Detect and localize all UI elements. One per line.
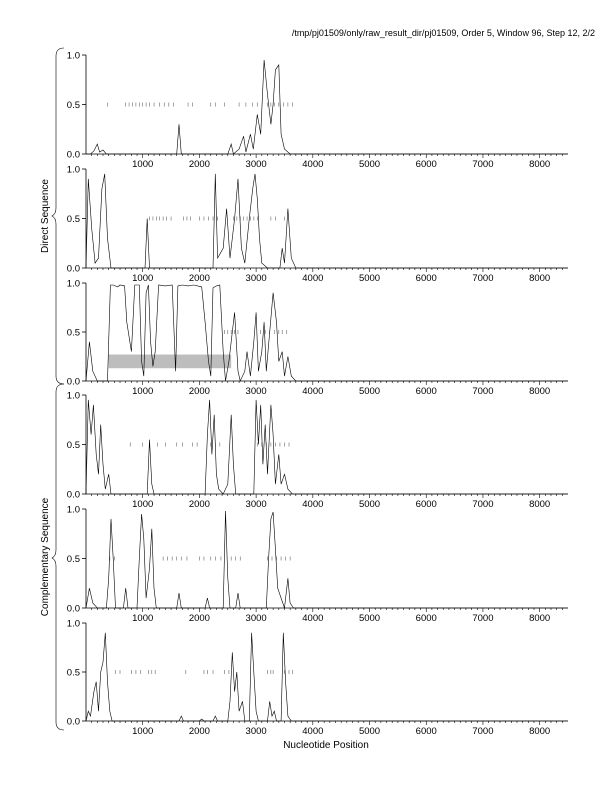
panel-3-x-tick-label-6: 7000 <box>472 386 494 397</box>
panel-3-y-tick-label-1: 0.5 <box>66 327 80 339</box>
panel-1-y-tick-label-2: 1.0 <box>66 50 80 62</box>
panel-3-y-tick-label-2: 1.0 <box>66 278 80 290</box>
panel-6-x-tick-label-0: 1000 <box>132 726 154 737</box>
panel-1-x-tick-label-0: 1000 <box>132 159 154 170</box>
group-brace-complementary <box>52 384 64 730</box>
figure-header: /tmp/pj01509/only/raw_result_dir/pj01509, Order 5, Window 96, Step 12, 2/2 <box>291 28 595 38</box>
panel-4-x-tick-label-5: 6000 <box>415 499 437 510</box>
panel-6-y-tick-label-1: 0.5 <box>66 667 80 679</box>
panel-5-y-tick-label-0: 0.0 <box>66 603 80 615</box>
panel-4-y-tick-label-2: 1.0 <box>66 390 80 402</box>
group-label-direct: Direct Sequence <box>40 179 51 253</box>
panel-5-x-tick-label-3: 4000 <box>302 613 324 624</box>
panel-3-band <box>109 355 231 369</box>
panel-1-x-tick-label-4: 5000 <box>358 159 381 170</box>
panel-4-x-tick-label-1: 2000 <box>188 499 210 510</box>
panel-1-x-tick-label-3: 4000 <box>302 159 324 170</box>
panel-1-y-tick-label-0: 0.0 <box>66 149 80 161</box>
panel-2-y-tick-label-1: 0.5 <box>66 214 80 225</box>
panel-4-x-tick-label-6: 7000 <box>472 499 494 510</box>
panel-6-y-tick-label-0: 0.0 <box>66 716 80 728</box>
panel-2-x-tick-label-5: 6000 <box>415 273 437 284</box>
panel-1-x-tick-label-7: 8000 <box>529 159 551 170</box>
panel-6-y-tick-label-2: 1.0 <box>66 618 80 630</box>
panel-4-y-tick-label-1: 0.5 <box>66 440 80 451</box>
panel-6-x-tick-label-4: 5000 <box>358 726 381 737</box>
group-label-complementary: Complementary Sequence <box>40 497 51 617</box>
panel-5-x-tick-label-0: 1000 <box>132 613 154 624</box>
panel-3-x-tick-label-4: 5000 <box>358 386 381 397</box>
panel-2-x-tick-label-1: 2000 <box>188 273 210 284</box>
panel-5-y-tick-label-1: 0.5 <box>66 554 80 565</box>
panel-6-x-tick-label-1: 2000 <box>188 726 210 737</box>
panel-2-x-tick-label-0: 1000 <box>132 273 154 284</box>
panel-5-y-tick-label-2: 1.0 <box>66 504 80 516</box>
panel-5-x-tick-label-1: 2000 <box>188 613 210 624</box>
panel-2-y-tick-label-0: 0.0 <box>66 263 80 275</box>
panel-5-x-tick-label-4: 5000 <box>358 613 381 624</box>
panel-1-series-line-0 <box>86 60 568 154</box>
panel-6-x-tick-label-6: 7000 <box>472 726 494 737</box>
panel-4-y-tick-label-0: 0.0 <box>66 489 80 501</box>
panel-4-x-tick-label-2: 3000 <box>245 499 267 510</box>
panel-3-x-tick-label-5: 6000 <box>415 386 437 397</box>
panel-6-series-line-0 <box>86 633 568 721</box>
panel-4-x-tick-label-3: 4000 <box>302 499 324 510</box>
panel-2-series-line-0 <box>86 174 568 268</box>
panel-6-x-tick-label-5: 6000 <box>415 726 437 737</box>
panel-3-x-tick-label-2: 3000 <box>245 386 267 397</box>
panel-3-x-tick-label-3: 4000 <box>302 386 324 397</box>
panel-6-x-tick-label-3: 4000 <box>302 726 324 737</box>
panel-5-x-tick-label-7: 8000 <box>529 613 551 624</box>
panel-5-series-line-0 <box>86 511 568 608</box>
x-axis-title: Nucleotide Position <box>283 740 369 751</box>
panel-3-x-tick-label-1: 2000 <box>188 386 210 397</box>
panel-3-x-tick-label-7: 8000 <box>529 386 551 397</box>
panel-5-x-tick-label-5: 6000 <box>415 613 437 624</box>
panel-2-x-tick-label-4: 5000 <box>358 273 381 284</box>
panel-5-x-tick-label-6: 7000 <box>472 613 494 624</box>
panel-4-x-tick-label-7: 8000 <box>529 499 551 510</box>
panel-1-x-tick-label-1: 2000 <box>188 159 210 170</box>
panel-4-x-tick-label-0: 1000 <box>132 499 154 510</box>
panel-4-series-line-0 <box>86 400 568 494</box>
panel-4-x-tick-label-4: 5000 <box>358 499 381 510</box>
panel-2-x-tick-label-2: 3000 <box>245 273 267 284</box>
group-brace-direct <box>52 48 64 384</box>
panel-1-x-tick-label-2: 3000 <box>245 159 267 170</box>
panel-2-y-tick-label-2: 1.0 <box>66 164 80 176</box>
panel-6-x-tick-label-2: 3000 <box>245 726 267 737</box>
panel-1-x-tick-label-5: 6000 <box>415 159 437 170</box>
panel-3-y-tick-label-0: 0.0 <box>66 376 80 388</box>
panel-6-x-tick-label-7: 8000 <box>529 726 551 737</box>
panel-2-x-tick-label-7: 8000 <box>529 273 551 284</box>
panel-2-x-tick-label-6: 7000 <box>472 273 494 284</box>
panel-1-x-tick-label-6: 7000 <box>472 159 494 170</box>
panel-3-x-tick-label-0: 1000 <box>132 386 154 397</box>
panel-1-y-tick-label-1: 0.5 <box>66 100 80 111</box>
panel-2-x-tick-label-3: 4000 <box>302 273 324 284</box>
panel-5-x-tick-label-2: 3000 <box>245 613 267 624</box>
